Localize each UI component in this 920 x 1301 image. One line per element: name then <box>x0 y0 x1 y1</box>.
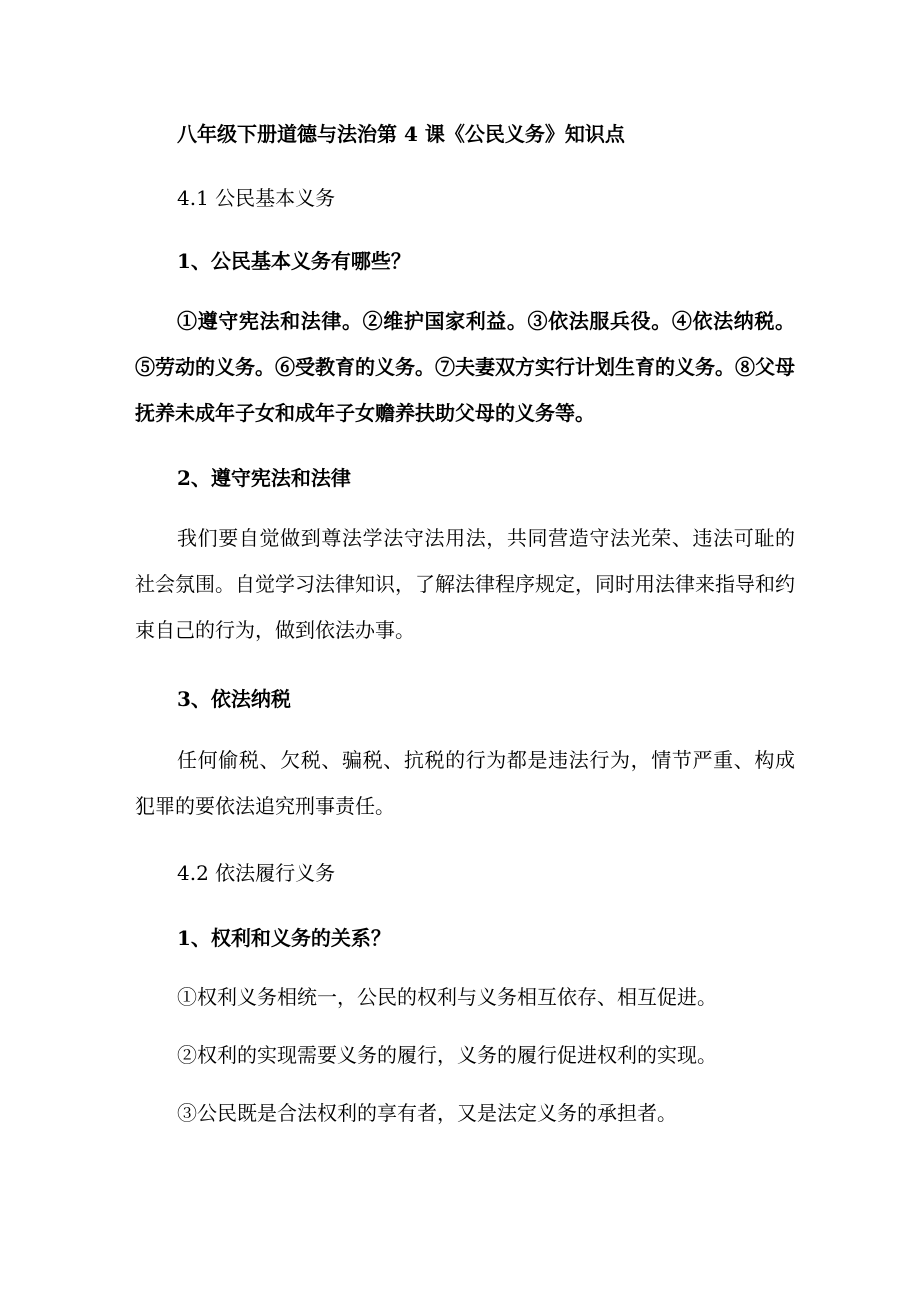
list-item-point-2: ②权利的实现需要义务的履行，义务的履行促进权利的实现。 <box>177 1043 717 1067</box>
question-heading-rights-duties: 1、权利和义务的关系？ <box>177 926 391 950</box>
question-heading-obey-law: 2、遵守宪法和法律 <box>177 466 351 490</box>
list-item-point-1: ①权利义务相统一，公民的权利与义务相互依存、相互促进。 <box>177 985 717 1009</box>
paragraph-obey-law: 我们要自觉做到尊法学法守法用法，共同营造守法光荣、违法可耻的社会氛围。自觉学习法律知识，了解法律程序规定，同时用法律来指导和约束自己的行为，做到依法办事。 <box>135 526 795 642</box>
answer-basic-duties: ①遵守宪法和法律。②维护国家利益。③依法服兵役。④依法纳税。⑤劳动的义务。⑥受教育的义务。⑦夫妻双方实行计划生育的义务。⑧父母抚养未成年子女和成年子女赡养扶助父母的义务等。 <box>135 309 795 425</box>
section-heading-4-2: 4.2 依法履行义务 <box>177 861 336 885</box>
section-heading-4-1: 4.1 公民基本义务 <box>177 186 336 210</box>
list-item-point-3: ③公民既是合法权利的享有者，又是法定义务的承担者。 <box>177 1101 677 1125</box>
question-heading-pay-taxes: 3、依法纳税 <box>177 687 291 711</box>
document-title: 八年级下册道德与法治第 4 课《公民义务》知识点 <box>177 122 625 146</box>
question-heading-basic-duties: 1、公民基本义务有哪些？ <box>177 249 411 273</box>
paragraph-pay-taxes: 任何偷税、欠税、骗税、抗税的行为都是违法行为，情节严重、构成犯罪的要依法追究刑事责任。 <box>135 748 795 818</box>
